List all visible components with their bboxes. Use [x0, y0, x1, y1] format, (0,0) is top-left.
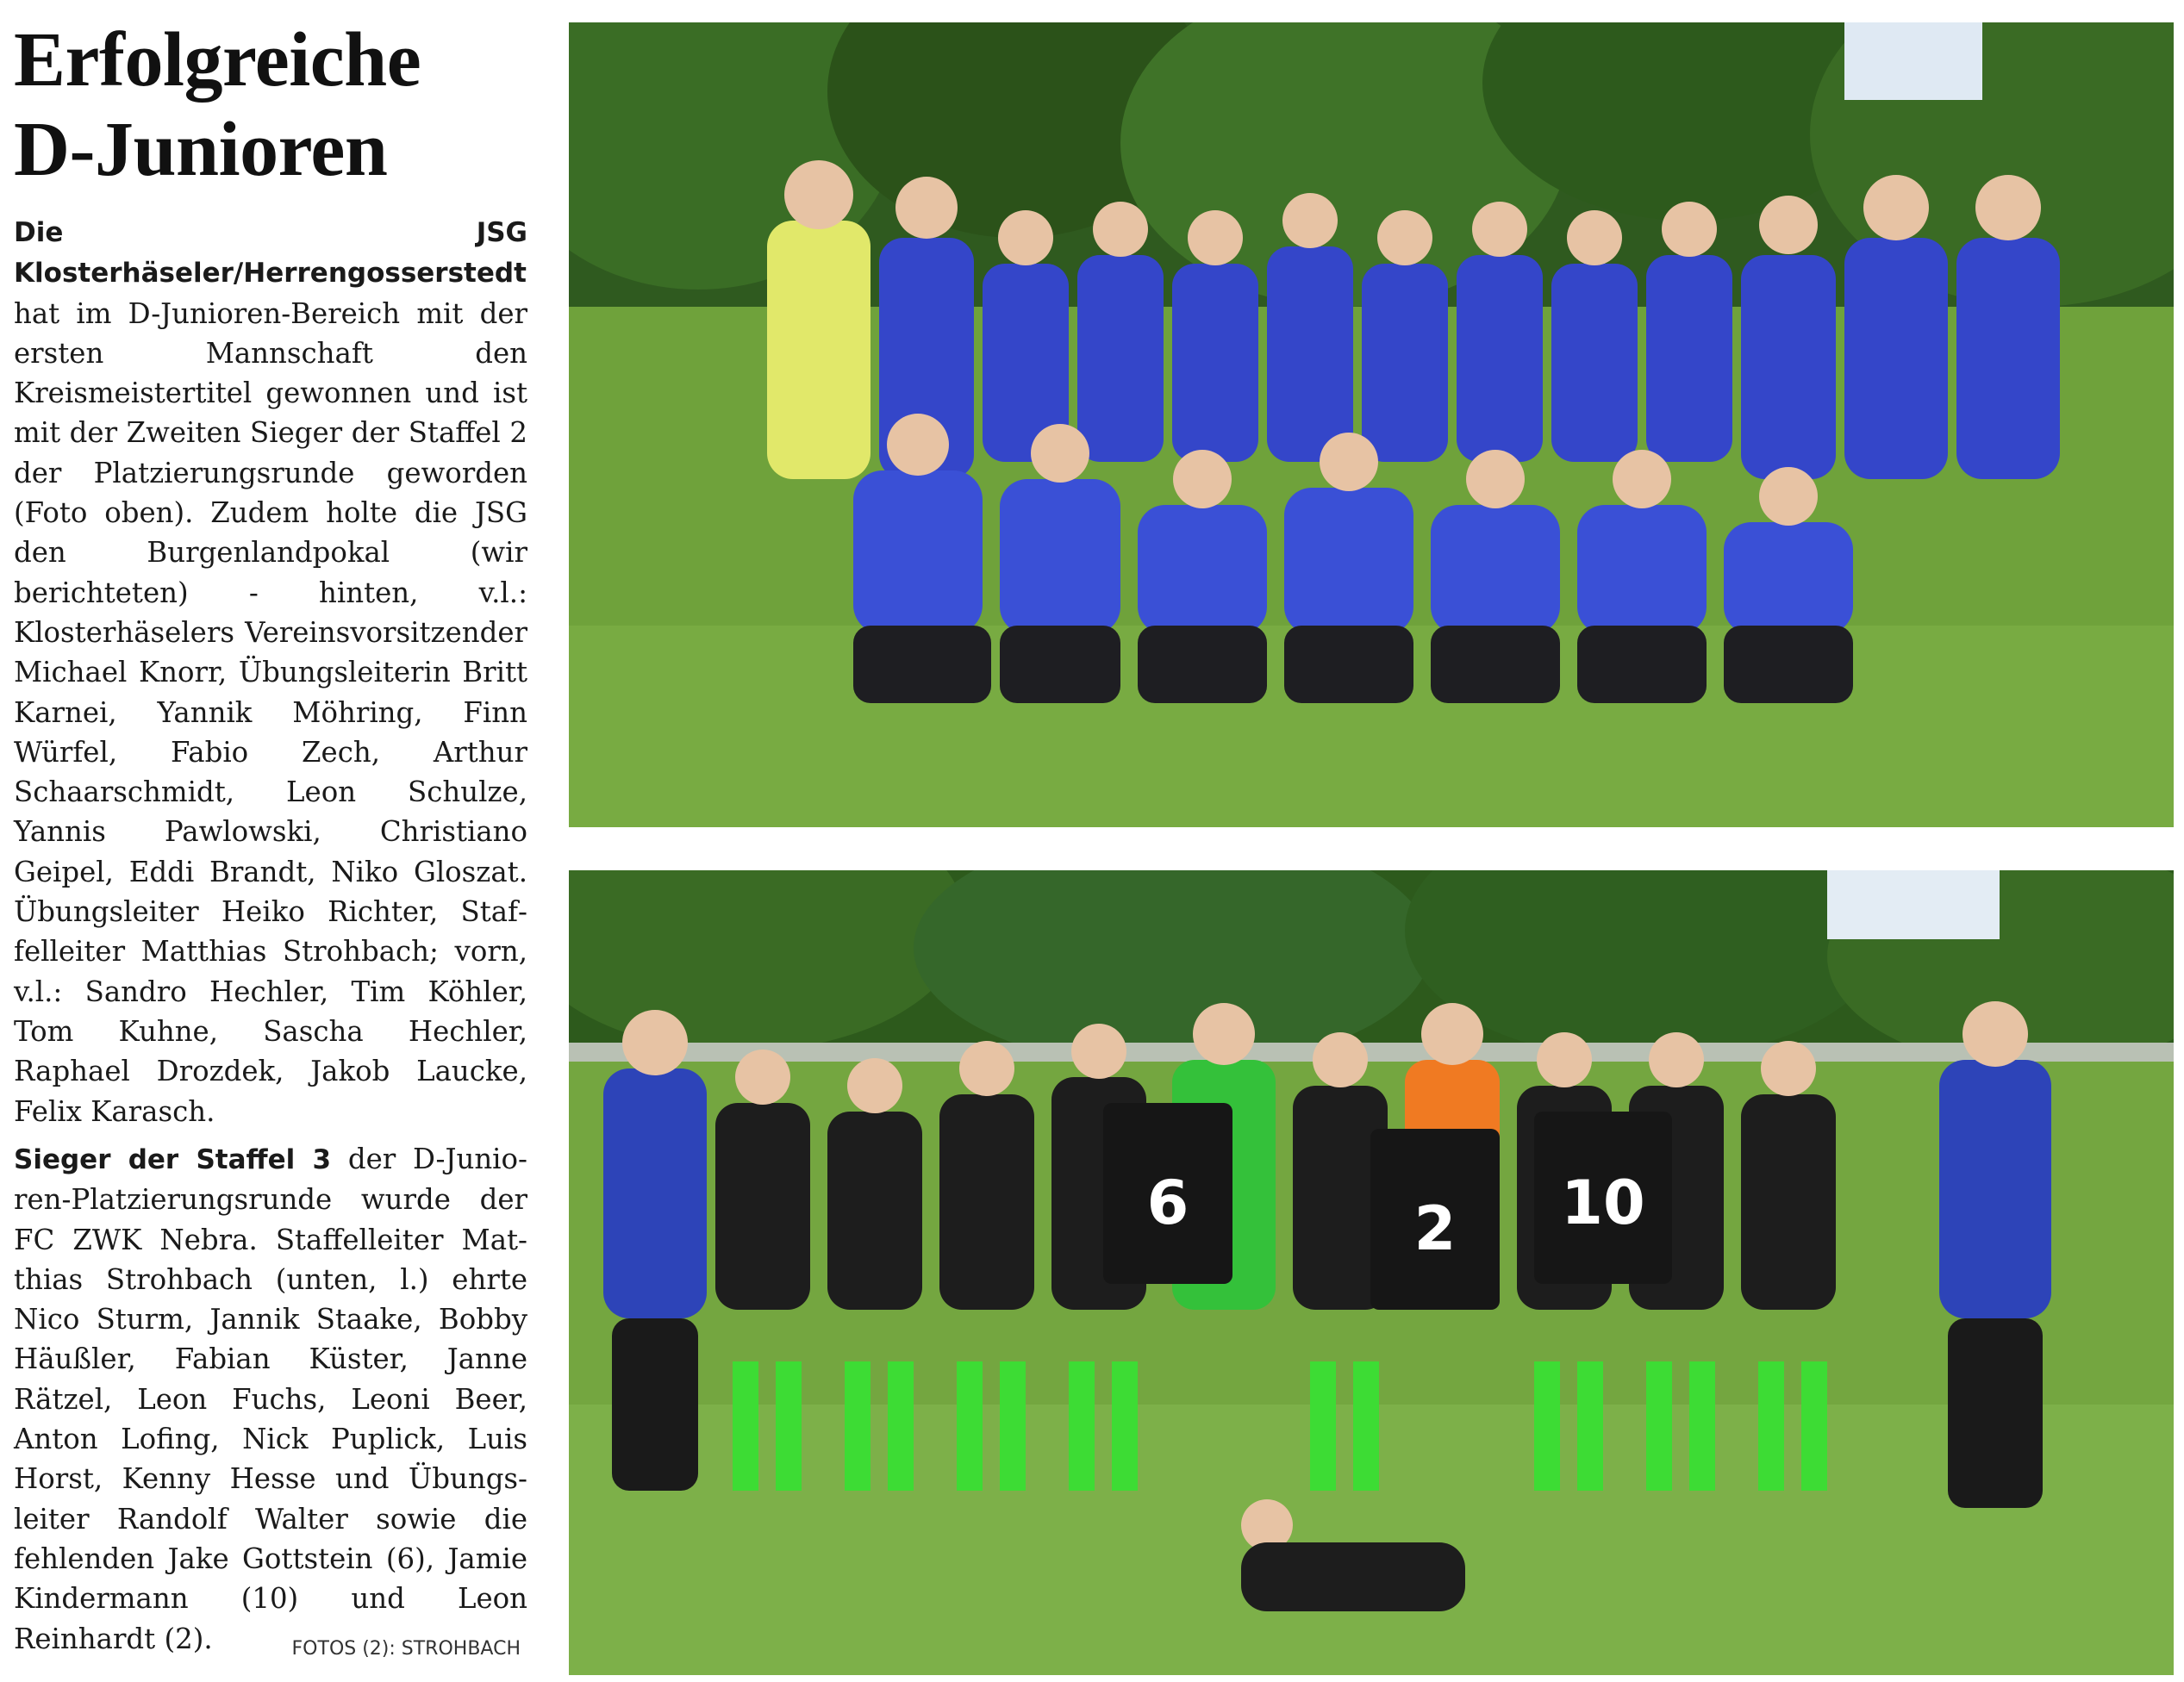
photo-bottom-illustration — [569, 870, 2174, 1675]
photo-top-illustration — [569, 22, 2174, 827]
headline-line-2: D-Junioren — [14, 107, 388, 192]
paragraph-1-lead: Die JSG Klosterhäseler/Herrengosserstedt — [14, 217, 527, 290]
photo-bottom-team-black — [569, 870, 2174, 1675]
photo-credit: FOTOS (2): STROHBACH — [291, 1637, 521, 1660]
paragraph-2-text: der D-Junioren-Platzierungsrunde wurde der FC ZWK Nebra. Staffelleiter Matthias Strohbach (unten, l.) ehrte Nico Sturm, Jannik Staake, Bobby Häußler, Fabian Küster, Janne Rätzel, Leon Fuchs, Leoni Beer, Anton Lofing, Nick Puplick, Luis Horst, Kenny Hesse und Übungsleiter Randolf Walter sowie die fehlenden Jake Gottstein (6), Jamie Kindermann (10) und Leon Reinhardt (2). — [14, 1143, 527, 1655]
paragraph-1-text: hat im D-Junioren-Bereich mit der ersten Mannschaft den Kreismeistertitel gewonnen und ist mit der Zweiten Sieger der Staffel 2 der Platzierungsrunde geworden (Foto oben). Zudem holte die JSG den Burgenlandpokal (wir berichteten) - hinten, v.l.: Klosterhäselers Vereinsvorsitzender Michael Knorr, Übungsleiterin Britt Karnei, Yannik Möhring, Finn Würfel, Fabio Zech, Arthur Schaarschmidt, Leon Schulze, Yannis Pawlowski, Christiano Geipel, Eddi Brandt, Niko Gloszat. Übungsleiter Heiko Richter, Staffelleiter Matthias Strohbach; vorn, v.l.: Sandro Hechler, Tim Köhler, Tom Kuhne, Sascha Hechler, Raphael Drozdek, Jakob Laucke, Felix Karasch. — [14, 296, 527, 1128]
article-column — [14, 0, 531, 1682]
svg-text:10: 10 — [1561, 1168, 1645, 1238]
svg-text:6: 6 — [1146, 1168, 1189, 1238]
paragraph-2-lead: Sieger der Staffel 3 — [14, 1144, 332, 1175]
headline-line-1: Erfolgreiche — [14, 17, 421, 103]
photo-top-team-blue — [569, 22, 2174, 827]
article-paragraph-2 — [14, 1139, 527, 1669]
svg-text:2: 2 — [1413, 1193, 1457, 1264]
article-paragraph-1 — [14, 212, 527, 1131]
headline — [14, 16, 531, 195]
